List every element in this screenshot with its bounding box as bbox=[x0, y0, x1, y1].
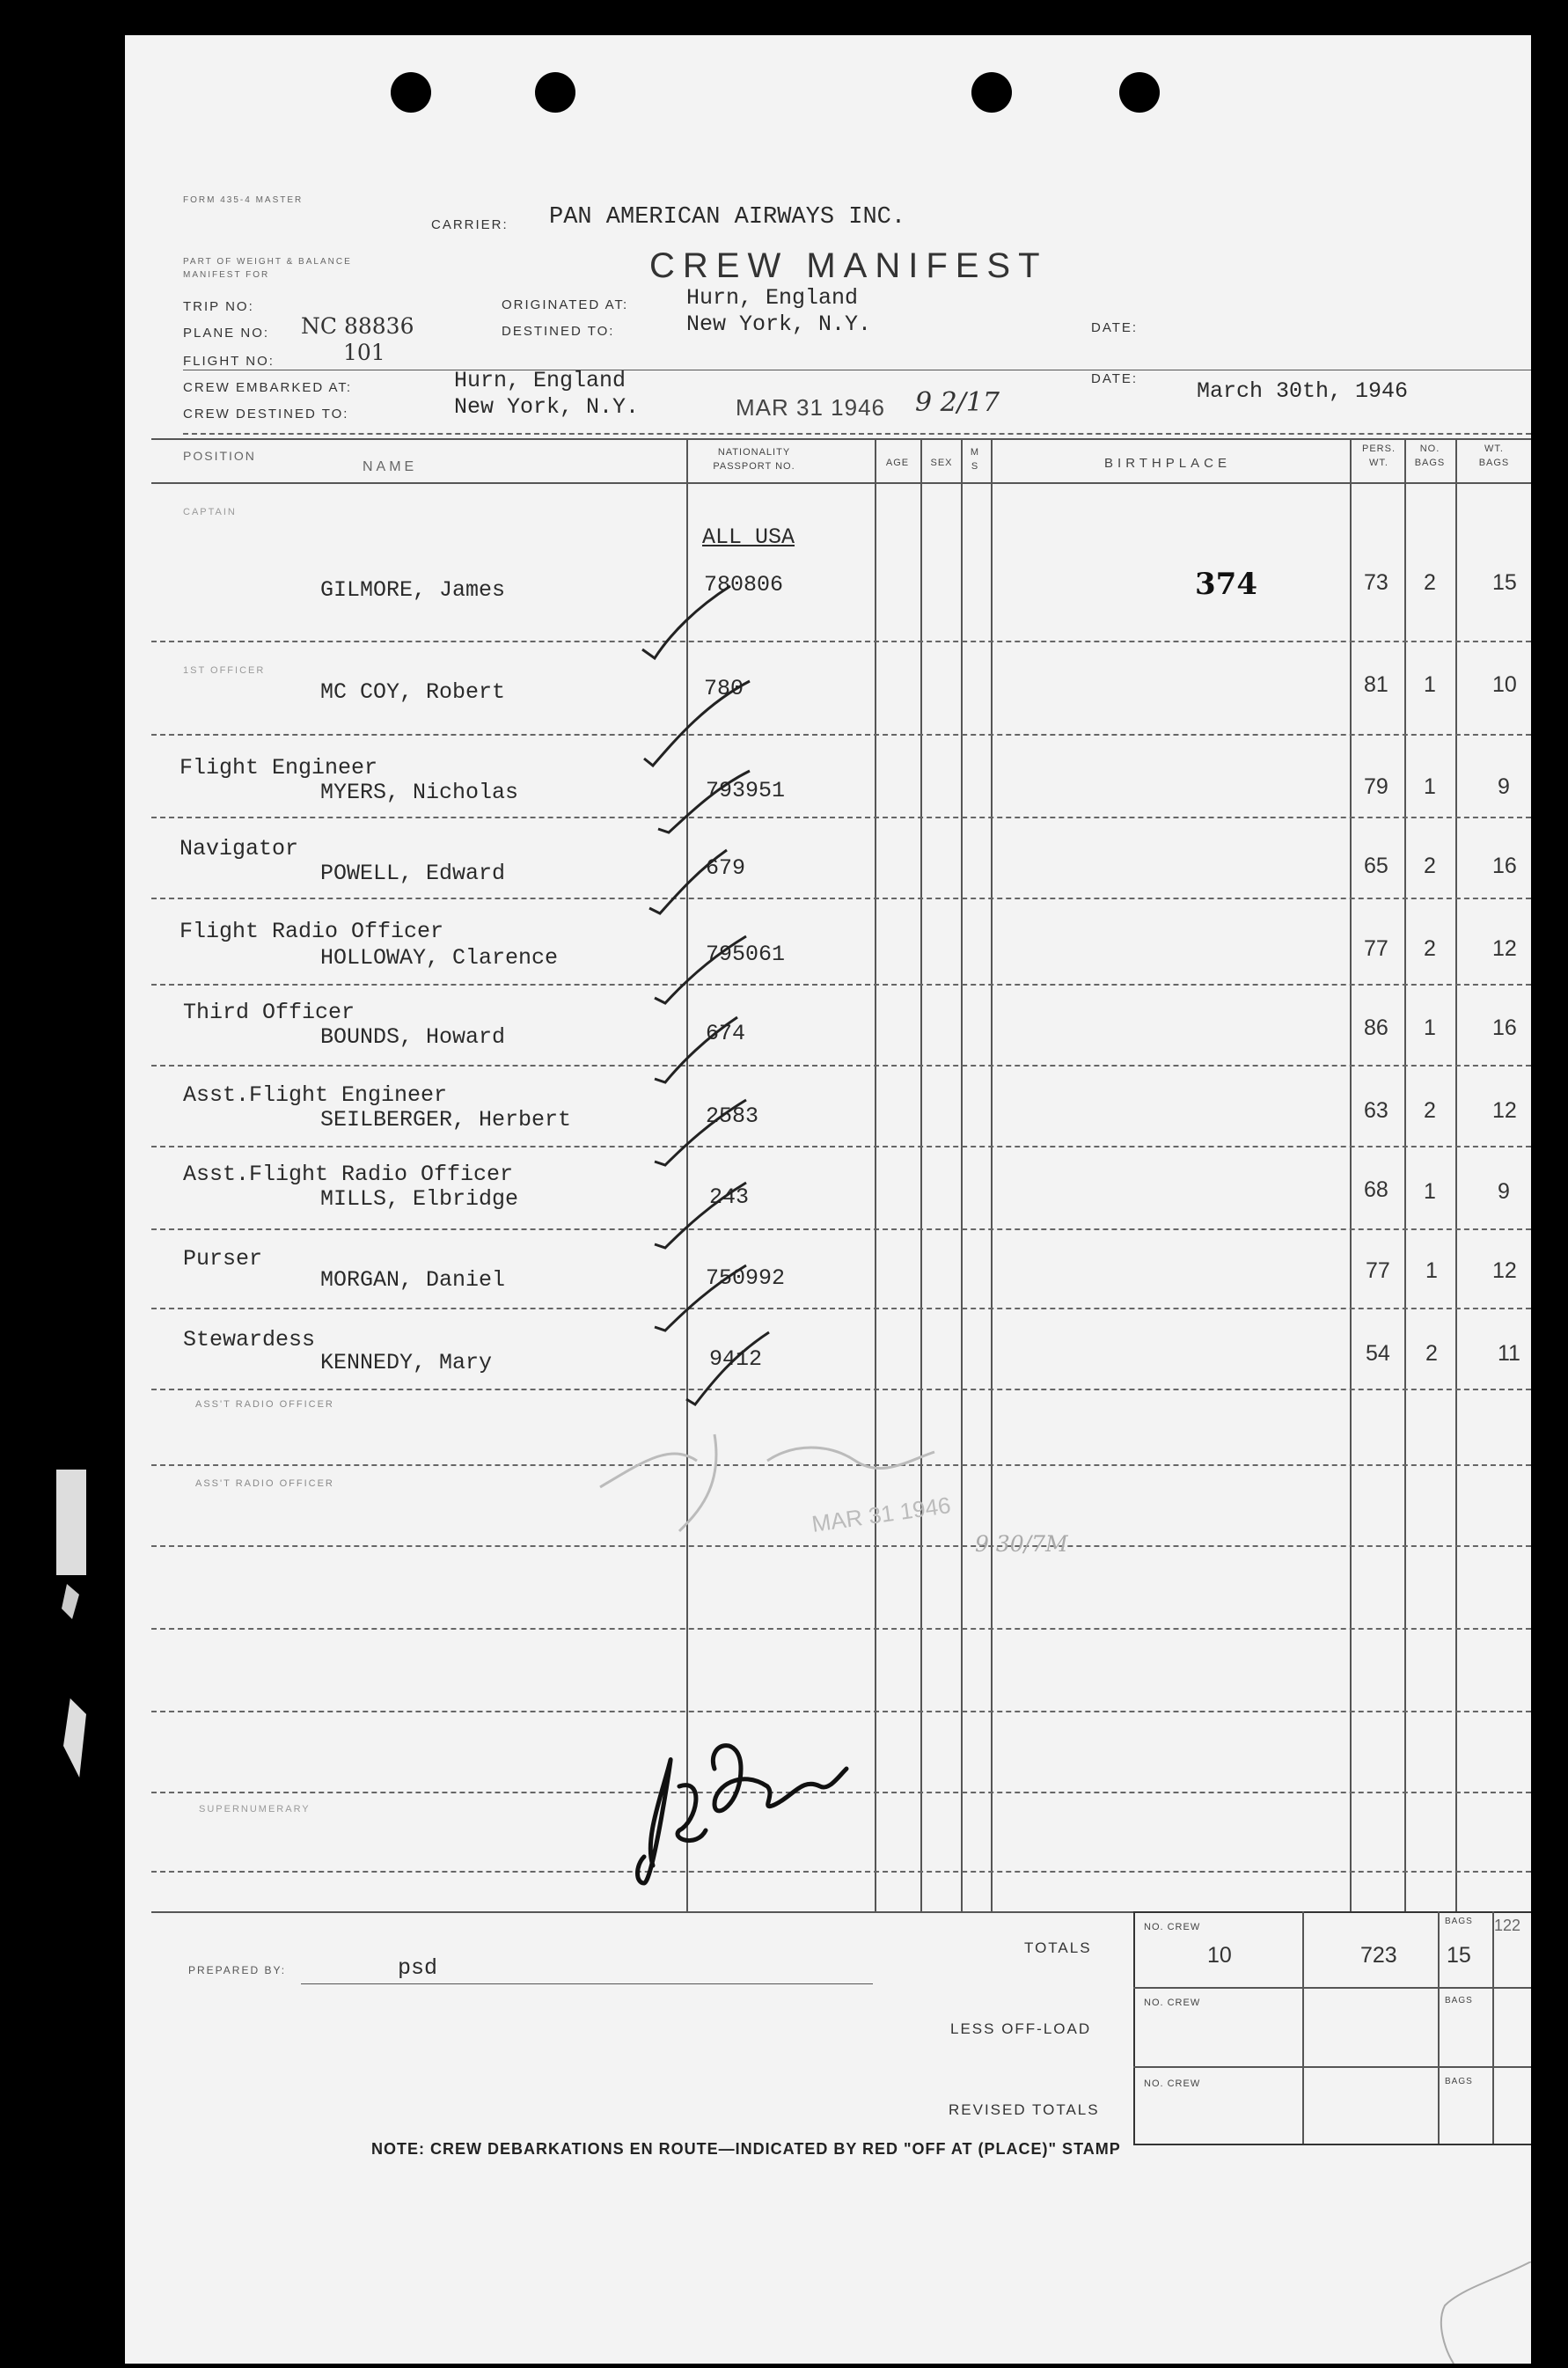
carrier-label: CARRIER: bbox=[431, 217, 509, 232]
part-of-label: PART OF WEIGHT & BALANCE MANIFEST FOR bbox=[183, 257, 352, 280]
crew-wt-bags: 16 bbox=[1492, 1015, 1517, 1040]
col-name: NAME bbox=[363, 459, 418, 474]
totals-rule bbox=[1133, 1987, 1531, 1989]
checkmark-icon bbox=[649, 1088, 755, 1176]
crew-name: GILMORE, James bbox=[320, 577, 506, 603]
punch-hole bbox=[391, 72, 431, 113]
col-birthplace: BIRTHPLACE bbox=[1104, 456, 1231, 471]
crew-wt-bags: 12 bbox=[1492, 936, 1517, 961]
row-divider bbox=[151, 1146, 1531, 1147]
crew-pers-wt: 81 bbox=[1364, 672, 1388, 697]
supernumerary-label: SUPERNUMERARY bbox=[199, 1804, 311, 1814]
col-no-bags: NO. BAGS bbox=[1414, 444, 1446, 468]
faint-date-stamp: MAR 31 1946 bbox=[810, 1492, 953, 1537]
manifest-sheet bbox=[125, 35, 1531, 2364]
crew-bags: 2 bbox=[1424, 854, 1436, 878]
punch-hole bbox=[971, 72, 1012, 113]
binding-mark bbox=[63, 1698, 86, 1778]
crew-passport: 9412 bbox=[709, 1346, 763, 1372]
handwritten-code: 9 2/17 bbox=[915, 387, 1000, 418]
punch-hole bbox=[1119, 72, 1160, 113]
checkmark-icon bbox=[649, 924, 755, 1012]
crew-bags: 2 bbox=[1425, 1341, 1438, 1366]
table-top-rule bbox=[151, 438, 1531, 440]
crew-position: Flight Radio Officer bbox=[180, 919, 444, 944]
captain-signature bbox=[618, 1707, 864, 1910]
crew-bags: 2 bbox=[1424, 936, 1436, 961]
crew-passport: 243 bbox=[709, 1184, 750, 1210]
crew-position: Navigator bbox=[180, 836, 299, 861]
manifest-title: CREW MANIFEST bbox=[649, 246, 1048, 285]
crew-name: POWELL, Edward bbox=[320, 861, 506, 886]
date-top-label: DATE: bbox=[1091, 320, 1139, 335]
footer-note: NOTE: CREW DEBARKATIONS EN ROUTE—INDICATED BY RED "OFF AT (PLACE)" STAMP bbox=[371, 2140, 1121, 2158]
asst-radio-label: ASS'T RADIO OFFICER bbox=[195, 1399, 334, 1410]
nationality-note: ALL USA bbox=[702, 524, 795, 550]
col-ms: M S bbox=[970, 447, 980, 472]
crew-passport: 2583 bbox=[706, 1103, 759, 1129]
less-offload-no-crew-label: NO. CREW bbox=[1144, 1998, 1201, 2008]
checkmark-icon bbox=[649, 1170, 755, 1258]
checkmark-icon bbox=[653, 762, 758, 841]
crew-position: Asst.Flight Radio Officer bbox=[183, 1162, 514, 1187]
crew-bags: 1 bbox=[1425, 1258, 1438, 1283]
destined-to-value: New York, N.Y. bbox=[686, 312, 872, 337]
flight-no-value: 101 bbox=[343, 340, 385, 365]
carrier-value: PAN AMERICAN AIRWAYS INC. bbox=[549, 204, 906, 231]
totals-pers-wt: 723 bbox=[1360, 1943, 1397, 1968]
originated-at-value: Hurn, England bbox=[686, 285, 859, 311]
crew-bags: 1 bbox=[1424, 672, 1436, 697]
crew-name: KENNEDY, Mary bbox=[320, 1350, 493, 1375]
prepared-by-line bbox=[301, 1983, 873, 1984]
crew-name: SEILBERGER, Herbert bbox=[320, 1107, 572, 1133]
crew-pers-wt: 63 bbox=[1364, 1098, 1388, 1123]
col-wt-bags: WT. BAGS bbox=[1478, 444, 1510, 468]
crew-name: BOUNDS, Howard bbox=[320, 1024, 506, 1050]
crew-bags: 1 bbox=[1424, 1179, 1436, 1204]
revised-no-crew-label: NO. CREW bbox=[1144, 2078, 1201, 2089]
totals-wt: 122 bbox=[1494, 1917, 1521, 1934]
crew-pers-wt: 77 bbox=[1364, 936, 1388, 961]
crew-pers-wt: 79 bbox=[1364, 774, 1388, 799]
binding-mark bbox=[62, 1584, 79, 1619]
crew-pers-wt: 86 bbox=[1364, 1015, 1388, 1040]
totals-rule bbox=[1133, 2066, 1531, 2068]
revised-bags-label: BAGS bbox=[1445, 2077, 1473, 2086]
plane-no-value: NC 88836 bbox=[301, 313, 414, 339]
faint-scribble bbox=[591, 1408, 1049, 1584]
crew-destined-label: CREW DESTINED TO: bbox=[183, 407, 349, 422]
crew-pers-wt: 54 bbox=[1366, 1341, 1390, 1366]
row-divider bbox=[151, 1065, 1531, 1067]
page-curl bbox=[1436, 2262, 1531, 2364]
crew-passport: 674 bbox=[706, 1021, 746, 1046]
row-divider bbox=[151, 1228, 1531, 1230]
crew-name: MYERS, Nicholas bbox=[320, 780, 519, 805]
crew-position: 1ST OFFICER bbox=[183, 665, 266, 676]
crew-position: Flight Engineer bbox=[180, 755, 378, 781]
crew-name: MC COY, Robert bbox=[320, 679, 506, 705]
revised-totals-label: REVISED TOTALS bbox=[949, 2101, 1100, 2118]
crew-passport: 793951 bbox=[706, 778, 786, 803]
totals-no-crew: 10 bbox=[1207, 1943, 1232, 1968]
stamp-number: 374 bbox=[1195, 567, 1257, 602]
crew-bags: 1 bbox=[1424, 774, 1436, 799]
captain-label: CAPTAIN bbox=[183, 507, 237, 517]
crew-passport: 780 bbox=[704, 676, 744, 701]
totals-label: TOTALS bbox=[1024, 1939, 1092, 1956]
plane-no-label: PLANE NO: bbox=[183, 326, 270, 341]
crew-position: Third Officer bbox=[183, 1000, 355, 1025]
col-rule bbox=[875, 438, 876, 1913]
crew-position: Stewardess bbox=[183, 1327, 316, 1353]
crew-passport: 750992 bbox=[706, 1265, 786, 1291]
crew-destined-value: New York, N.Y. bbox=[454, 394, 640, 420]
punch-hole bbox=[535, 72, 575, 113]
crew-name: HOLLOWAY, Clarence bbox=[320, 945, 559, 971]
totals-grid bbox=[1133, 1911, 1531, 2145]
checkmark-icon bbox=[644, 838, 732, 926]
col-position: POSITION bbox=[183, 449, 256, 463]
col-rule bbox=[1455, 438, 1457, 1913]
divider bbox=[183, 433, 1531, 435]
totals-bags: 15 bbox=[1447, 1943, 1471, 1968]
col-rule bbox=[920, 438, 922, 1913]
crew-pers-wt: 77 bbox=[1366, 1258, 1390, 1283]
crew-bags: 2 bbox=[1424, 570, 1436, 595]
crew-embarked-label: CREW EMBARKED AT: bbox=[183, 380, 353, 395]
row-divider bbox=[151, 1308, 1531, 1309]
asst-radio-label: ASS'T RADIO OFFICER bbox=[195, 1478, 334, 1489]
destined-to-label: DESTINED TO: bbox=[502, 324, 615, 339]
originated-at-label: ORIGINATED AT: bbox=[502, 297, 629, 312]
checkmark-icon bbox=[681, 1320, 778, 1417]
trip-no-label: TRIP NO: bbox=[183, 299, 254, 314]
totals-rule bbox=[1492, 1911, 1494, 2144]
row-divider bbox=[151, 898, 1531, 899]
crew-bags: 1 bbox=[1424, 1015, 1436, 1040]
flight-no-label: FLIGHT NO: bbox=[183, 354, 275, 369]
row-divider bbox=[151, 641, 1531, 642]
row-divider bbox=[151, 1628, 1531, 1630]
row-divider bbox=[151, 817, 1531, 818]
less-offload-label: LESS OFF-LOAD bbox=[950, 2020, 1092, 2037]
crew-position: Purser bbox=[183, 1246, 263, 1272]
less-offload-bags-label: BAGS bbox=[1445, 1996, 1473, 2005]
row-divider bbox=[151, 734, 1531, 736]
binding-mark bbox=[56, 1470, 86, 1575]
faint-handwritten: 9 30/7M bbox=[975, 1531, 1068, 1557]
crew-bags: 2 bbox=[1424, 1098, 1436, 1123]
table-header-rule bbox=[151, 482, 1531, 484]
prepared-by-value: psd bbox=[398, 1955, 438, 1981]
crew-wt-bags: 15 bbox=[1492, 570, 1517, 595]
crew-passport: 780806 bbox=[704, 572, 784, 597]
totals-bags-label: BAGS bbox=[1445, 1917, 1473, 1926]
col-sex: SEX bbox=[930, 458, 953, 468]
prepared-by-label: PREPARED BY: bbox=[188, 1964, 287, 1976]
totals-rule bbox=[1302, 1911, 1304, 2144]
col-rule bbox=[1350, 438, 1352, 1913]
col-age: AGE bbox=[885, 458, 910, 468]
date-second-label: DATE: bbox=[1091, 371, 1139, 386]
crew-wt-bags: 11 bbox=[1498, 1341, 1520, 1366]
col-nationality: NATIONALITY PASSPORT NO. bbox=[713, 447, 795, 472]
row-divider bbox=[151, 1389, 1531, 1390]
col-rule bbox=[1404, 438, 1406, 1913]
col-pers-wt: PERS. WT. bbox=[1361, 444, 1396, 468]
crew-passport: 795061 bbox=[706, 942, 786, 967]
totals-no-crew-label: NO. CREW bbox=[1144, 1922, 1201, 1932]
checkmark-icon bbox=[649, 1005, 746, 1093]
crew-position: Asst.Flight Engineer bbox=[183, 1082, 448, 1108]
crew-wt-bags: 16 bbox=[1492, 854, 1517, 878]
crew-pers-wt: 65 bbox=[1364, 854, 1388, 878]
date-second-value: March 30th, 1946 bbox=[1197, 378, 1409, 404]
crew-pers-wt: 68 bbox=[1364, 1177, 1388, 1202]
checkmark-icon bbox=[635, 572, 741, 669]
crew-wt-bags: 10 bbox=[1492, 672, 1517, 697]
crew-wt-bags: 9 bbox=[1498, 1179, 1510, 1204]
crew-embarked-value: Hurn, England bbox=[454, 368, 626, 393]
crew-wt-bags: 9 bbox=[1498, 774, 1510, 799]
checkmark-icon bbox=[635, 660, 758, 774]
row-divider bbox=[151, 984, 1531, 986]
form-number: FORM 435-4 MASTER bbox=[183, 195, 304, 205]
crew-passport: 679 bbox=[706, 855, 746, 881]
crew-name: MILLS, Elbridge bbox=[320, 1186, 519, 1212]
received-date-stamp: MAR 31 1946 bbox=[736, 394, 885, 421]
crew-name: MORGAN, Daniel bbox=[320, 1267, 506, 1293]
totals-rule bbox=[1438, 1911, 1440, 2144]
col-rule bbox=[961, 438, 963, 1913]
crew-wt-bags: 12 bbox=[1492, 1098, 1517, 1123]
col-rule bbox=[991, 438, 993, 1913]
crew-wt-bags: 12 bbox=[1492, 1258, 1517, 1283]
crew-pers-wt: 73 bbox=[1364, 570, 1388, 595]
